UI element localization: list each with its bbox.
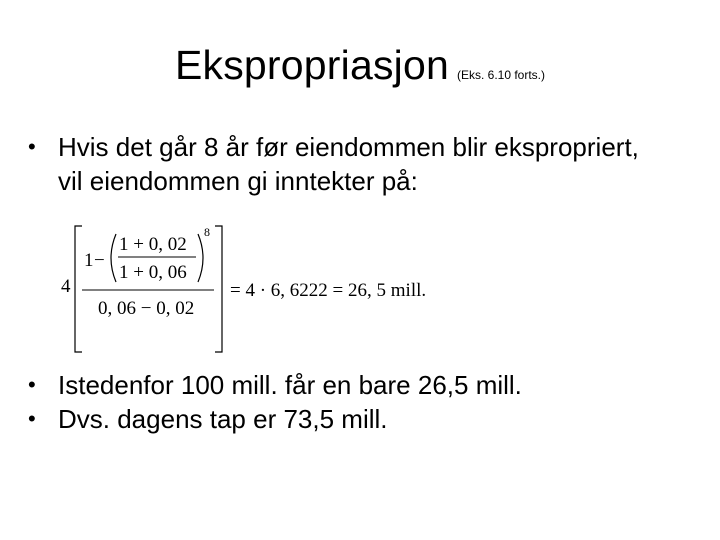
formula-result: = 4 · 6, 6222 = 26, 5 mill. [230, 280, 427, 301]
bullet-icon: • [28, 134, 36, 159]
formula-one: 1 [84, 250, 94, 271]
bullet-icon: • [28, 372, 36, 397]
title-main: Ekspropriasjon [174, 42, 449, 88]
bracket-right [215, 226, 222, 352]
formula [58, 220, 478, 364]
formula-minus: − [94, 250, 105, 271]
paren-left [111, 234, 116, 282]
bullet-item [28, 402, 688, 436]
bracket-left [75, 226, 82, 352]
inner-denominator: 1 + 0, 06 [119, 262, 187, 283]
formula-denominator: 0, 06 − 0, 02 [98, 298, 195, 319]
bullet-list-bottom [28, 368, 688, 436]
inner-numerator: 1 + 0, 02 [119, 234, 187, 255]
formula-coefficient: 4 [61, 276, 71, 297]
paren-right [198, 234, 203, 282]
slide-title [0, 42, 720, 89]
title-subtitle: (Eks. 6.10 forts.) [456, 68, 546, 82]
formula-graphic [58, 220, 478, 358]
bullet-item [28, 368, 688, 402]
bullet-text: Dvs. dagens tap er 73,5 mill. [58, 404, 388, 434]
formula-exponent: 8 [204, 225, 210, 239]
bullet-item [28, 130, 668, 198]
bullet-text: Istedenfor 100 mill. får en bare 26,5 mill. [58, 370, 522, 400]
bullet-text: Hvis det går 8 år før eiendommen blir ekspropriert, vil eiendommen gi inntekter på: [58, 132, 639, 196]
bullet-icon: • [28, 406, 36, 431]
bullet-list-top [28, 130, 668, 198]
